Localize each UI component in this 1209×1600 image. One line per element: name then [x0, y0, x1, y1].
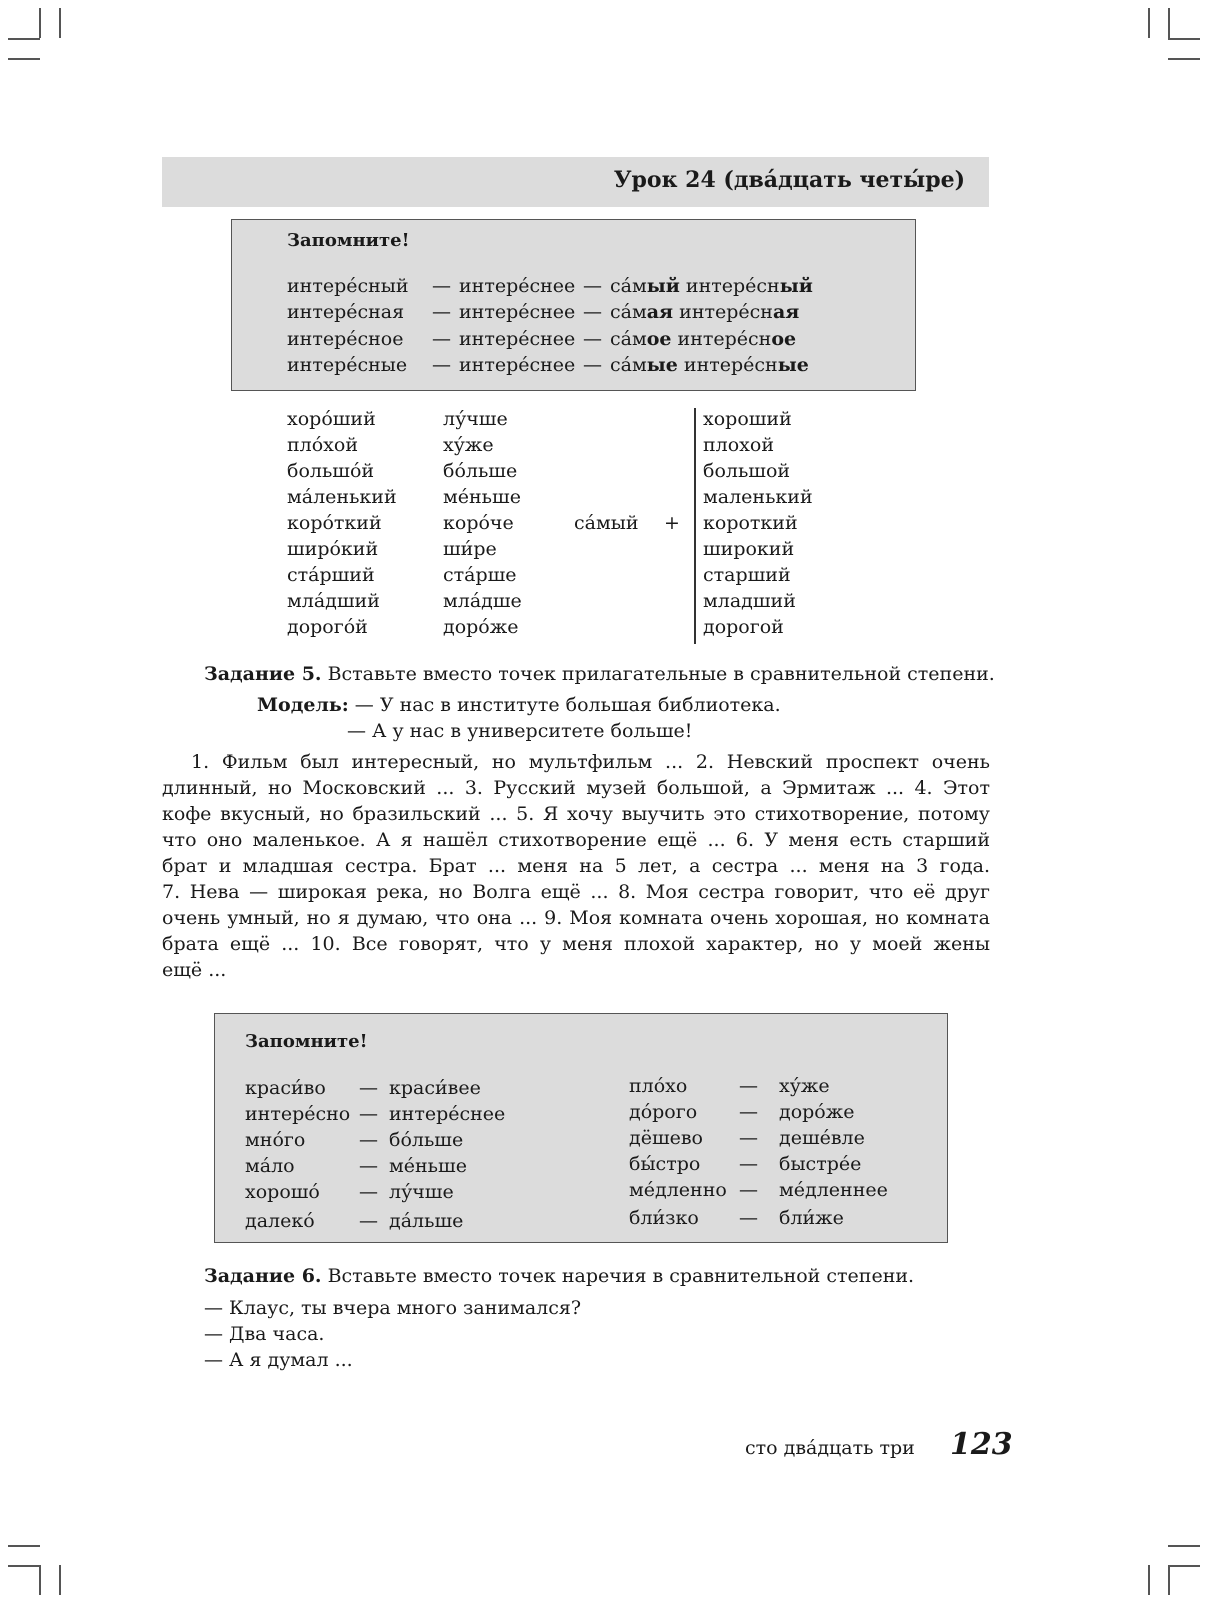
samyi-word: са́мый: [574, 512, 639, 534]
adjective-superlative-base: короткий: [703, 512, 798, 534]
crop-mark: [59, 8, 61, 38]
task5-heading: [204, 663, 995, 685]
crop-mark: [1168, 38, 1200, 40]
remember-box-adjectives: [231, 219, 916, 391]
comparative-form: интере́снее: [459, 275, 576, 297]
crop-mark: [39, 1565, 41, 1595]
adjective-base: хоро́ший: [287, 408, 376, 430]
adjective-comparative: бо́льше: [443, 460, 518, 482]
superlative-form: са́мые интере́сные: [610, 354, 809, 376]
comparative-form: интере́снее: [459, 301, 576, 323]
adjective-base: пло́хой: [287, 434, 358, 456]
dialogue-line: — Клаус, ты вчера много занимался?: [204, 1297, 582, 1319]
crop-mark: [1148, 8, 1150, 38]
adjective-base: коро́ткий: [287, 512, 382, 534]
exercise-line: брата ещё ... 10. Все говорят, что у меня плохой характер, но у моей жены: [162, 933, 990, 955]
adjective-superlative-base: плохой: [703, 434, 774, 456]
adverb-comparative: ме́дленнее: [779, 1179, 888, 1201]
adjective-comparative: ста́рше: [443, 564, 517, 586]
adjective-superlative-base: хороший: [703, 408, 792, 430]
adverb-comparative: краси́вее: [389, 1077, 481, 1099]
remember-box-adverbs: [214, 1013, 948, 1243]
dash: —: [359, 1210, 378, 1232]
dash: —: [739, 1101, 758, 1123]
adjective-base: дорого́й: [287, 616, 368, 638]
adverb: далеко́: [245, 1210, 315, 1232]
adverb-comparative: доро́же: [779, 1101, 855, 1123]
crop-mark: [59, 1565, 61, 1595]
crop-mark: [8, 58, 40, 60]
task5-label: Задание 5.: [204, 663, 322, 685]
comparative-form: интере́снее: [459, 354, 576, 376]
dash: —: [359, 1129, 378, 1151]
task6-label: Задание 6.: [204, 1265, 322, 1287]
exercise-line: очень умный, но я думаю, что она ... 9. Моя комната очень хорошая, но комната: [162, 907, 990, 929]
task6-heading: [204, 1265, 914, 1287]
adjective-form: интере́сное: [287, 328, 404, 350]
lesson-title: Урок 24 (два́дцать четы́ре): [613, 167, 965, 193]
dash: —: [359, 1181, 378, 1203]
exercise-line: что оно маленькое. А я нашёл стихотворение ещё ... 6. У меня есть старший: [162, 829, 990, 851]
adjective-superlative-base: старший: [703, 564, 791, 586]
adverb: ма́ло: [245, 1155, 295, 1177]
dash: —: [583, 275, 602, 297]
adverb-comparative: ху́же: [779, 1075, 830, 1097]
adjective-base: широ́кий: [287, 538, 379, 560]
adjective-comparative: коро́че: [443, 512, 514, 534]
adverb: дёшево: [629, 1127, 703, 1149]
superlative-form: са́мый интере́сный: [610, 275, 813, 297]
superlative-form: са́мое интере́сное: [610, 328, 797, 350]
task5-model-line2: — А у нас в университете больше!: [347, 720, 693, 742]
exercise-line: кофе вкусный, но бразильский ... 5. Я хочу выучить это стихотворение, потому: [162, 803, 990, 825]
adjective-base: ста́рший: [287, 564, 375, 586]
dash: —: [739, 1127, 758, 1149]
adjective-base: мла́дший: [287, 590, 380, 612]
exercise-line: длинный, но Московский ... 3. Русский музей большой, а Эрмитаж ... 4. Этот: [162, 777, 990, 799]
crop-mark: [1168, 8, 1170, 38]
dash: —: [583, 328, 602, 350]
adjective-form: интере́сный: [287, 275, 409, 297]
adverb: пло́хо: [629, 1075, 688, 1097]
adverb-comparative: бли́же: [779, 1207, 844, 1229]
dash: —: [432, 354, 451, 376]
adverb: бли́зко: [629, 1207, 699, 1229]
dash: —: [739, 1153, 758, 1175]
adjective-base: большо́й: [287, 460, 375, 482]
adverb-comparative: быстре́е: [779, 1153, 862, 1175]
dash: —: [583, 354, 602, 376]
adjective-superlative-base: широкий: [703, 538, 795, 560]
adjective-superlative-base: маленький: [703, 486, 813, 508]
adverb-comparative: лу́чше: [389, 1181, 454, 1203]
crop-mark: [8, 1545, 40, 1547]
adjective-superlative-base: дорогой: [703, 616, 784, 638]
adverb: ме́дленно: [629, 1179, 727, 1201]
crop-mark: [1148, 1565, 1150, 1595]
adjective-form: интере́сная: [287, 301, 405, 323]
adverb-comparative: интере́снее: [389, 1103, 506, 1125]
adjective-comparative: ши́ре: [443, 538, 497, 560]
exercise-line: брат и младшая сестра. Брат ... меня на 5 лет, а сестра ... меня на 3 года.: [162, 855, 990, 877]
adjective-comparative: доро́же: [443, 616, 519, 638]
model-label: Модель:: [257, 694, 349, 716]
adverb-comparative: деше́вле: [779, 1127, 865, 1149]
task6-instruction: Вставьте вместо точек наречия в сравнительной степени.: [321, 1265, 915, 1287]
dash: —: [432, 301, 451, 323]
adverb: бы́стро: [629, 1153, 701, 1175]
exercise-line: ещё ...: [162, 959, 227, 981]
column-divider: [694, 408, 696, 644]
dash: —: [432, 328, 451, 350]
box-title: Запомните!: [245, 1031, 368, 1052]
task5-model-line1: Модель: — У нас в институте большая библиотека.: [257, 694, 781, 716]
page-number: 123: [950, 1427, 1013, 1462]
lesson-header: [162, 157, 989, 207]
comparative-form: интере́снее: [459, 328, 576, 350]
crop-mark: [1168, 1565, 1200, 1567]
crop-mark: [8, 1565, 40, 1567]
adverb-comparative: да́льше: [389, 1210, 464, 1232]
adjective-comparative: мла́дше: [443, 590, 522, 612]
dash: —: [583, 301, 602, 323]
exercise-line: 1. Фильм был интересный, но мультфильм ... 2. Невский проспект очень: [191, 751, 990, 773]
adjective-form: интере́сные: [287, 354, 408, 376]
superlative-form: са́мая интере́сная: [610, 301, 800, 323]
plus-sign: +: [664, 512, 680, 534]
crop-mark: [1168, 1565, 1170, 1595]
adjective-superlative-base: большой: [703, 460, 791, 482]
page-number-words: сто два́дцать три: [745, 1437, 915, 1459]
exercise-line: 7. Нева — широкая река, но Волга ещё ... 8. Моя сестра говорит, что её друг: [162, 881, 990, 903]
adjective-comparative: ху́же: [443, 434, 494, 456]
box-title: Запомните!: [287, 230, 410, 251]
adverb-comparative: бо́льше: [389, 1129, 464, 1151]
crop-mark: [1168, 58, 1200, 60]
dash: —: [432, 275, 451, 297]
adjective-superlative-base: младший: [703, 590, 796, 612]
adverb: интере́сно: [245, 1103, 351, 1125]
dash: —: [739, 1207, 758, 1229]
adjective-base: ма́ленький: [287, 486, 397, 508]
adverb: мно́го: [245, 1129, 306, 1151]
dash: —: [739, 1179, 758, 1201]
adjective-comparative: ме́ньше: [443, 486, 521, 508]
adverb: краси́во: [245, 1077, 326, 1099]
dash: —: [359, 1155, 378, 1177]
adverb: хорошо́: [245, 1181, 320, 1203]
adverb: до́рого: [629, 1101, 698, 1123]
dash: —: [739, 1075, 758, 1097]
dash: —: [359, 1103, 378, 1125]
crop-mark: [8, 38, 40, 40]
task5-instruction: Вставьте вместо точек прилагательные в сравнительной степени.: [321, 663, 995, 685]
adjective-comparative: лу́чше: [443, 408, 508, 430]
dialogue-line: — А я думал ...: [204, 1349, 353, 1371]
dash: —: [359, 1077, 378, 1099]
crop-mark: [39, 8, 41, 38]
adverb-comparative: ме́ньше: [389, 1155, 467, 1177]
crop-mark: [1168, 1545, 1200, 1547]
dialogue-line: — Два часа.: [204, 1323, 325, 1345]
